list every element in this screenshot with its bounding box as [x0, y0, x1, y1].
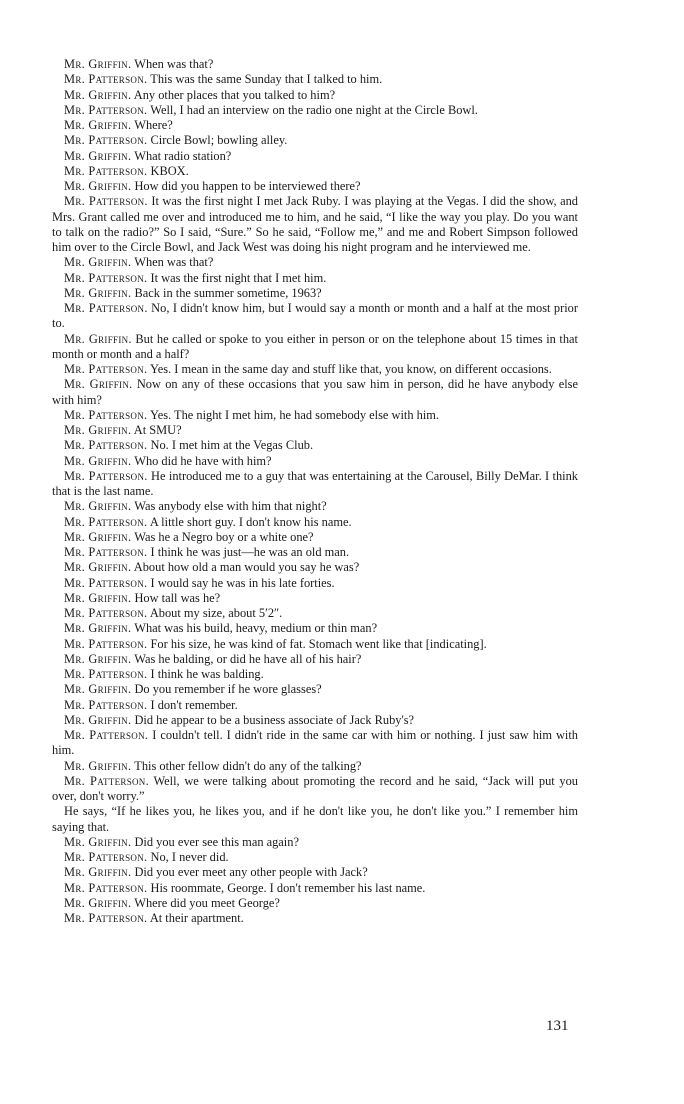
statement-text: About my size, about 5′2″.: [147, 606, 283, 620]
transcript-paragraph: [52, 515, 578, 530]
speaker-name: Mr. Griffin.: [64, 499, 132, 514]
statement-text: No. I met him at the Vegas Club.: [147, 438, 314, 453]
speaker-name: Mr. Griffin.: [64, 682, 132, 697]
statement-text: Back in the summer sometime, 1963?: [131, 285, 322, 300]
transcript-paragraph: [52, 133, 578, 148]
transcript-paragraph: [52, 149, 578, 164]
speaker-name: Mr. Patterson.: [64, 133, 148, 148]
statement-text: Where did you meet George?: [131, 895, 280, 910]
statement-text: Where?: [131, 118, 173, 132]
speaker-name: Mr. Griffin.: [64, 118, 132, 132]
statement-text: But he called or spoke to you either in person or on the telephone about 15 times in that month or month and a half?: [52, 331, 579, 361]
transcript-paragraph: [52, 911, 578, 926]
speaker-name: Mr. Patterson.: [64, 301, 148, 315]
speaker-name: Mr. Griffin.: [64, 560, 132, 575]
statement-text: I think he was balding.: [147, 667, 264, 681]
transcript-paragraph: [52, 194, 578, 255]
speaker-name: Mr. Patterson.: [64, 163, 148, 178]
statement-text: How did you happen to be interviewed there?: [131, 179, 361, 193]
speaker-name: Mr. Patterson.: [64, 545, 148, 559]
transcript-paragraph: [52, 621, 578, 636]
statement-text: Yes. The night I met him, he had somebody else with him.: [147, 407, 440, 422]
transcript-paragraph: [52, 88, 578, 103]
speaker-name: Mr. Griffin.: [64, 712, 132, 727]
speaker-name: Mr. Griffin.: [64, 865, 132, 880]
speaker-name: Mr. Patterson.: [64, 636, 148, 651]
speaker-name: Mr. Griffin.: [64, 453, 132, 468]
speaker-name: Mr. Griffin.: [64, 834, 132, 849]
statement-text: This other fellow didn't do any of the talking?: [131, 758, 362, 773]
speaker-name: Mr. Griffin.: [64, 179, 132, 193]
speaker-name: Mr. Griffin.: [64, 529, 132, 544]
transcript-paragraph: [52, 72, 578, 87]
transcript-paragraph: [52, 423, 578, 438]
statement-text: When was that?: [131, 255, 214, 270]
transcript-paragraph: [52, 728, 578, 759]
transcript-paragraph: [52, 301, 578, 332]
transcript-paragraph: [52, 576, 578, 591]
transcript-paragraph: [52, 850, 578, 865]
speaker-name: Mr. Patterson.: [64, 514, 148, 529]
transcript-paragraph: [52, 713, 578, 728]
statement-text: How tall was he?: [131, 590, 221, 605]
speaker-name: Mr. Griffin.: [64, 285, 132, 300]
speaker-name: Mr. Patterson.: [64, 773, 149, 788]
statement-text: Any other places that you talked to him?: [131, 87, 336, 102]
speaker-name: Mr. Griffin.: [64, 331, 132, 346]
speaker-name: Mr. Griffin.: [64, 377, 133, 392]
speaker-name: Mr. Patterson.: [64, 606, 148, 620]
speaker-name: Mr. Patterson.: [64, 728, 149, 742]
statement-text: A little short guy. I don't know his name.: [147, 514, 352, 529]
transcript-paragraph: [52, 881, 578, 896]
transcript-paragraph: [52, 271, 578, 286]
transcript-paragraph: [52, 286, 578, 301]
statement-text: Circle Bowl; bowling alley.: [147, 133, 288, 148]
speaker-name: Mr. Griffin.: [64, 87, 132, 102]
statement-text: I don't remember.: [147, 697, 238, 712]
statement-text: What radio station?: [131, 148, 232, 163]
statement-text: Did you ever see this man again?: [131, 834, 299, 849]
transcript-paragraph: [52, 835, 578, 850]
transcript-paragraph: [52, 637, 578, 652]
transcript-paragraph: [52, 499, 578, 514]
statement-text: Do you remember if he wore glasses?: [131, 682, 322, 697]
transcript-paragraph: [52, 560, 578, 575]
statement-text: I couldn't tell. I didn't ride in the same car with him or nothing. I just saw him with him.: [52, 728, 578, 758]
transcript-paragraph: [52, 896, 578, 911]
transcript-paragraph: [52, 667, 578, 682]
statement-text: Was anybody else with him that night?: [131, 499, 327, 514]
speaker-name: Mr. Patterson.: [64, 468, 148, 483]
transcript-paragraph: [52, 545, 578, 560]
transcript-paragraph: [52, 530, 578, 545]
statement-text: About how old a man would you say he was?: [131, 560, 360, 575]
speaker-name: Mr. Griffin.: [64, 621, 132, 636]
speaker-name: Mr. Griffin.: [64, 423, 132, 437]
speaker-name: Mr. Patterson.: [64, 72, 148, 87]
transcript-paragraph: [52, 682, 578, 697]
speaker-name: Mr. Patterson.: [64, 270, 148, 285]
speaker-name: Mr. Griffin.: [64, 651, 132, 666]
statement-text: Well, we were talking about promoting the record and he said, “Jack will put you over, don't worry.”: [52, 773, 578, 803]
transcript-paragraph: [52, 408, 578, 423]
statement-text: For his size, he was kind of fat. Stomach went like that [indicating].: [147, 636, 487, 651]
statement-text: I think he was just—he was an old man.: [147, 545, 350, 559]
statement-text: Did he appear to be a business associate of Jack Ruby's?: [131, 712, 415, 727]
transcript-paragraph: [52, 332, 578, 363]
speaker-name: Mr. Patterson.: [64, 911, 148, 925]
speaker-name: Mr. Patterson.: [64, 102, 148, 117]
transcript-paragraph: [52, 865, 578, 880]
statement-text: When was that?: [131, 57, 214, 71]
statement-text: Who did he have with him?: [131, 453, 272, 468]
statement-text: KBOX.: [147, 163, 189, 178]
speaker-name: Mr. Griffin.: [64, 57, 132, 71]
speaker-name: Mr. Patterson.: [64, 438, 148, 453]
transcript-paragraph: [52, 698, 578, 713]
transcript-paragraph: [52, 652, 578, 667]
transcript-paragraph: [52, 377, 578, 408]
statement-text: At SMU?: [131, 423, 182, 437]
statement-text: Did you ever meet any other people with Jack?: [131, 865, 368, 880]
transcript-paragraph: [52, 591, 578, 606]
speaker-name: Mr. Griffin.: [64, 590, 132, 605]
statement-text: It was the first night I met Jack Ruby. I was playing at the Vegas. I did the show, and Mrs. Grant called me over and introduced me to him, and he said, “I like the way you play. Do you want to talk on the radio?” So I said, “Sure.” So he said, “Follow me,” and me and Robert Simpson followed him over to the Circle Bowl, and Jack West was doing his night program and he interviewed me.: [52, 194, 578, 254]
transcript-paragraph: [52, 454, 578, 469]
transcript-paragraph: [52, 469, 578, 500]
speaker-name: Mr. Patterson.: [64, 407, 148, 422]
speaker-name: Mr. Patterson.: [64, 194, 148, 209]
speaker-name: Mr. Patterson.: [64, 575, 148, 590]
statement-text: At their apartment.: [147, 911, 244, 925]
speaker-name: Mr. Patterson.: [64, 697, 148, 712]
transcript-paragraph: [52, 362, 578, 377]
transcript-paragraph: [52, 255, 578, 270]
statement-text: Yes. I mean in the same day and stuff like that, you know, on different occasions.: [147, 362, 552, 376]
page-number: 131: [546, 1018, 569, 1034]
speaker-name: Mr. Patterson.: [64, 362, 148, 376]
transcript-paragraph: [52, 804, 578, 835]
statement-text: I would say he was in his late forties.: [147, 575, 335, 590]
statement-text: What was his build, heavy, medium or thin man?: [131, 621, 378, 636]
statement-text: Was he balding, or did he have all of his hair?: [131, 651, 362, 666]
statement-text: It was the first night that I met him.: [147, 270, 327, 285]
speaker-name: Mr. Patterson.: [64, 667, 148, 681]
speaker-name: Mr. Patterson.: [64, 850, 148, 864]
transcript-paragraph: [52, 438, 578, 453]
statement-text: Now on any of these occasions that you saw him in person, did he have anybody else with him?: [52, 377, 578, 407]
speaker-name: Mr. Griffin.: [64, 758, 132, 773]
speaker-name: Mr. Griffin.: [64, 895, 132, 910]
statement-text: Well, I had an interview on the radio one night at the Circle Bowl.: [147, 102, 478, 117]
transcript-paragraph: [52, 57, 578, 72]
statement-text: No, I never did.: [147, 850, 229, 864]
speaker-name: Mr. Patterson.: [64, 880, 148, 895]
statement-text: His roommate, George. I don't remember his last name.: [147, 880, 426, 895]
transcript-paragraph: [52, 179, 578, 194]
transcript-paragraph: [52, 759, 578, 774]
transcript-paragraph: [52, 103, 578, 118]
speaker-name: Mr. Griffin.: [64, 148, 132, 163]
statement-text: He says, “If he likes you, he likes you, and if he don't like you, he don't like you.” I remember him saying that.: [52, 804, 578, 834]
transcript-body: [52, 57, 578, 926]
transcript-paragraph: [52, 118, 578, 133]
speaker-name: Mr. Griffin.: [64, 255, 132, 270]
statement-text: Was he a Negro boy or a white one?: [131, 529, 314, 544]
transcript-paragraph: [52, 164, 578, 179]
transcript-paragraph: [52, 774, 578, 805]
statement-text: This was the same Sunday that I talked to him.: [147, 72, 383, 87]
statement-text: No, I didn't know him, but I would say a month or month and a half at the most prior to.: [52, 301, 578, 331]
statement-text: He introduced me to a guy that was entertaining at the Carousel, Billy DeMar. I think that is the last name.: [52, 468, 579, 498]
transcript-paragraph: [52, 606, 578, 621]
